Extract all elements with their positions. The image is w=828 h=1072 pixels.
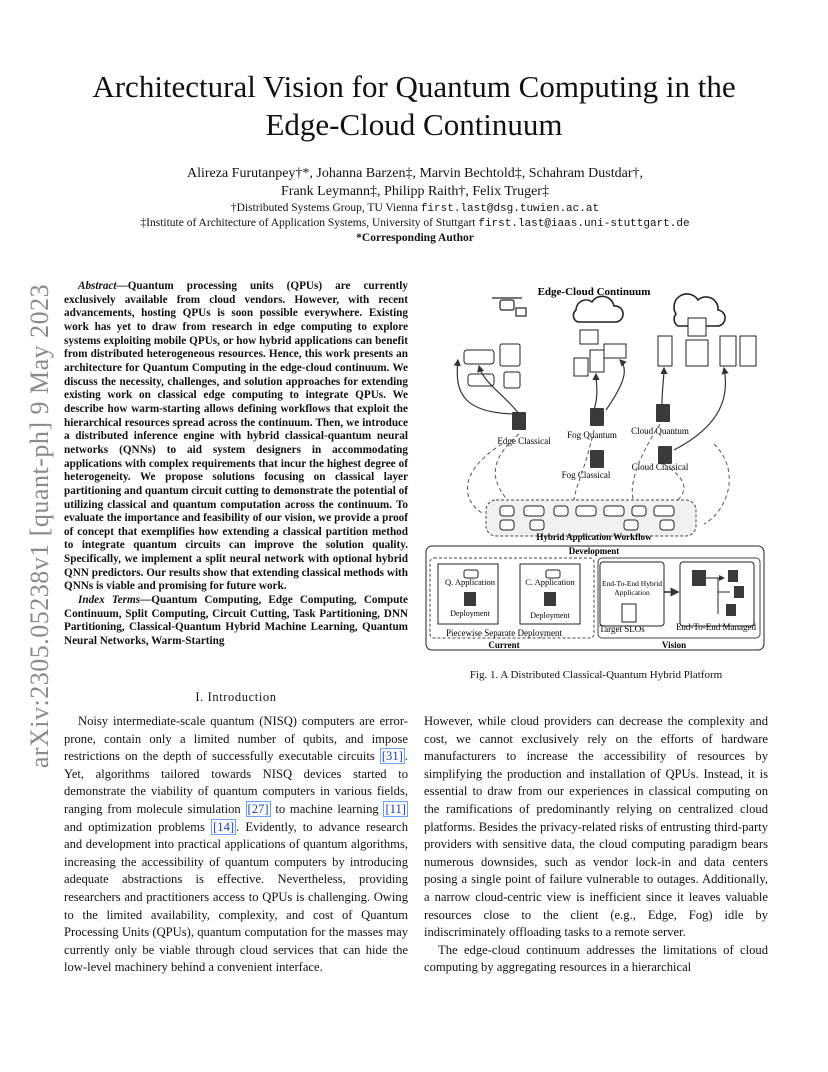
fog-devices: [574, 330, 626, 376]
title-line-1: Architectural Vision for Quantum Computing in the: [92, 69, 736, 104]
label-deployment-1: Deployment: [450, 609, 490, 618]
figure-caption: Fig. 1. A Distributed Classical-Quantum Hybrid Platform: [469, 669, 723, 681]
authors-line-1: Alireza Furutanpey†*, Johanna Barzen‡, Marvin Bechtold‡, Schahram Dustdar†,: [186, 166, 644, 181]
label-development: Development: [568, 546, 620, 556]
abstract-paragraph: [64, 280, 408, 594]
index-terms-text: —Quantum Computing, Edge Computing, Compute Continuum, Split Computing, Circuit Cutting, Task Partitioning, DNN Partitioning, Classical-Quantum Hybrid Machine Learning, Quantum Neural Networks, Warm-Starting: [64, 594, 408, 648]
label-e2e-hybrid-2: Application: [614, 588, 650, 597]
drone-icon: [492, 298, 526, 316]
figure-title: Edge-Cloud Continuum: [537, 286, 651, 298]
label-current: Current: [488, 640, 520, 650]
citation-14[interactable]: [14]: [213, 819, 235, 834]
label-deployment-2: Deployment: [530, 611, 570, 620]
edge-devices: [464, 344, 520, 388]
affiliation-2: ‡Institute of Architecture of Application Systems, University of Stuttgart first.last@iaas.uni-stuttgart.de: [140, 217, 690, 230]
email-1: first.last@dsg.tuwien.ac.at: [420, 203, 600, 215]
label-edge-classical: Edge Classical: [497, 436, 551, 446]
figure-1: [424, 274, 768, 654]
label-fog-classical: Fog Classical: [561, 470, 611, 480]
abstract-text: —Quantum processing units (QPUs) are currently exclusively available from cloud vendors. However, with recent advancements, hosting QPUs is soon possible everywhere. Existing work has yet to draw from research in edge computing to explore systems exploiting mobile QPUs, or how hybrid applications can benefit from distributed heterogeneous resources. Hence, this work presents an architecture for Quantum Computing in the edge-cloud continuum. We discuss the necessity, challenges, and solution approaches for extending existing work on classical edge computing to integrate QPUs. We describe how warm-starting allows defining workflows that exploit the hierarchical resources spread across the continuum. Then, we introduce a distributed inference engine with hybrid classical-quantum neural networks (QNNs) to aid system designers in accommodating applications with complex requirements that incur the highest degree of heterogeneity. We propose solutions focusing on classical layer partitioning and quantum circuit cutting to demonstrate the potential of utilizing classical and quantum computation across the continuum. To evaluate the importance and feasibility of our vision, we provide a proof of concept that exemplifies how extending a classical partition method to integrate quantum circuits can improve the solution quality. Specifically, we implement a split neural network with optional hybrid QNN predictors. Our results show that extending classical methods with QNNs is viable and promising for future work.: [64, 280, 408, 593]
label-q-application: Q. Application: [444, 577, 496, 587]
section-heading: I. Introduction: [195, 690, 277, 704]
label-fog-quantum: Fog Quantum: [567, 430, 617, 440]
arxiv-identifier: arXiv:2305.05238v1 [quant-ph] 9 May 2023: [25, 283, 54, 769]
citation-11[interactable]: [11]: [385, 801, 406, 816]
citation-27[interactable]: [27]: [247, 801, 269, 816]
title-line-2: Edge-Cloud Continuum: [265, 107, 563, 142]
intro-paragraph-3: The edge-cloud continuum addresses the limitations of cloud computing by aggregating resources in a hierarchical: [424, 942, 768, 975]
label-e2e-managed: End-To-End Managed: [675, 622, 757, 632]
author-list: [110, 165, 720, 201]
paper-title: [64, 68, 764, 144]
corresponding-author: *Corresponding Author: [356, 232, 474, 244]
current-panel: [430, 558, 594, 638]
label-cloud-classical: Cloud Classical: [631, 462, 689, 472]
figure-diagram: [424, 274, 768, 654]
abstract: [64, 280, 408, 649]
authors-line-2: Frank Leymann‡, Philipp Raith†, Felix Truger‡: [281, 184, 549, 199]
label-target-slos: Target SLOs: [599, 624, 645, 634]
workflow-box: [486, 500, 696, 536]
label-vision: Vision: [661, 640, 687, 650]
abstract-label: Abstract: [78, 280, 117, 292]
index-terms: [64, 594, 408, 649]
label-c-application: C. Application: [525, 577, 575, 587]
label-piecewise: Piecewise Separate Deployment: [446, 628, 562, 638]
label-cloud-quantum: Cloud Quantum: [631, 426, 689, 436]
email-2: first.last@iaas.uni-stuttgart.de: [478, 218, 690, 230]
intro-paragraph-1: Noisy intermediate-scale quantum (NISQ) computers are error-prone, contain only a limited number of qubits, and impose restrictions on the depth of successfully executable circuits [31] . Yet, algorithms tailored towards NISQ devices started to demonstrate the viability of quantum computers in various fields, ranging from molecule simulation [27] to machine learning [11] and optimization problems [14] . Evidently, to advance research and development into practical applications of quantum algorithms, increasing the accessibility of quantum computers by introducing adequate abstractions is effective. Nevertheless, providing researchers and practitioners access to QPUs is challenging. Owing to the limited availability, complexity, and cost of Quantum Processing Units (QPUs), quantum computation for the masses may currently only be viable through cloud services that can hide the low-level machinery behind a convenient interface.: [64, 714, 409, 975]
citation-31[interactable]: [31]: [381, 749, 403, 764]
affiliation-1: †Distributed Systems Group, TU Vienna first.last@dsg.tuwien.ac.at: [230, 202, 600, 215]
label-hybrid-workflow: Hybrid Application Workflow: [536, 532, 652, 542]
intro-paragraph-2: However, while cloud providers can decrease the complexity and cost, we cannot exclusively rely on the efforts of hardware manufacturers to increase the accessibility of resources by simplifying the production and installation of QPUs. Instead, it is essential to draw from our experiences in classical computing on the ramifications of predominantly relying on centralized cloud platforms. Besides the privacy-related risks of entrusting third-party providers with sensitive data, the cloud computing paradigm bears numerous downsides, such as vendor lock-in and data centers posing a single point of failure vulnerable to outages. Additionally, a narrow cloud-centric view is inefficient since it leaves valuable resources close to the client (e.g., Edge, Fog) idle by indiscriminately offloading tasks to a remote server.: [424, 714, 768, 940]
label-e2e-hybrid-1: End-To-End Hybrid: [601, 579, 663, 588]
intro-left-column: [64, 713, 408, 977]
intro-right-column: [424, 713, 768, 977]
index-terms-label: Index Terms: [78, 594, 141, 607]
